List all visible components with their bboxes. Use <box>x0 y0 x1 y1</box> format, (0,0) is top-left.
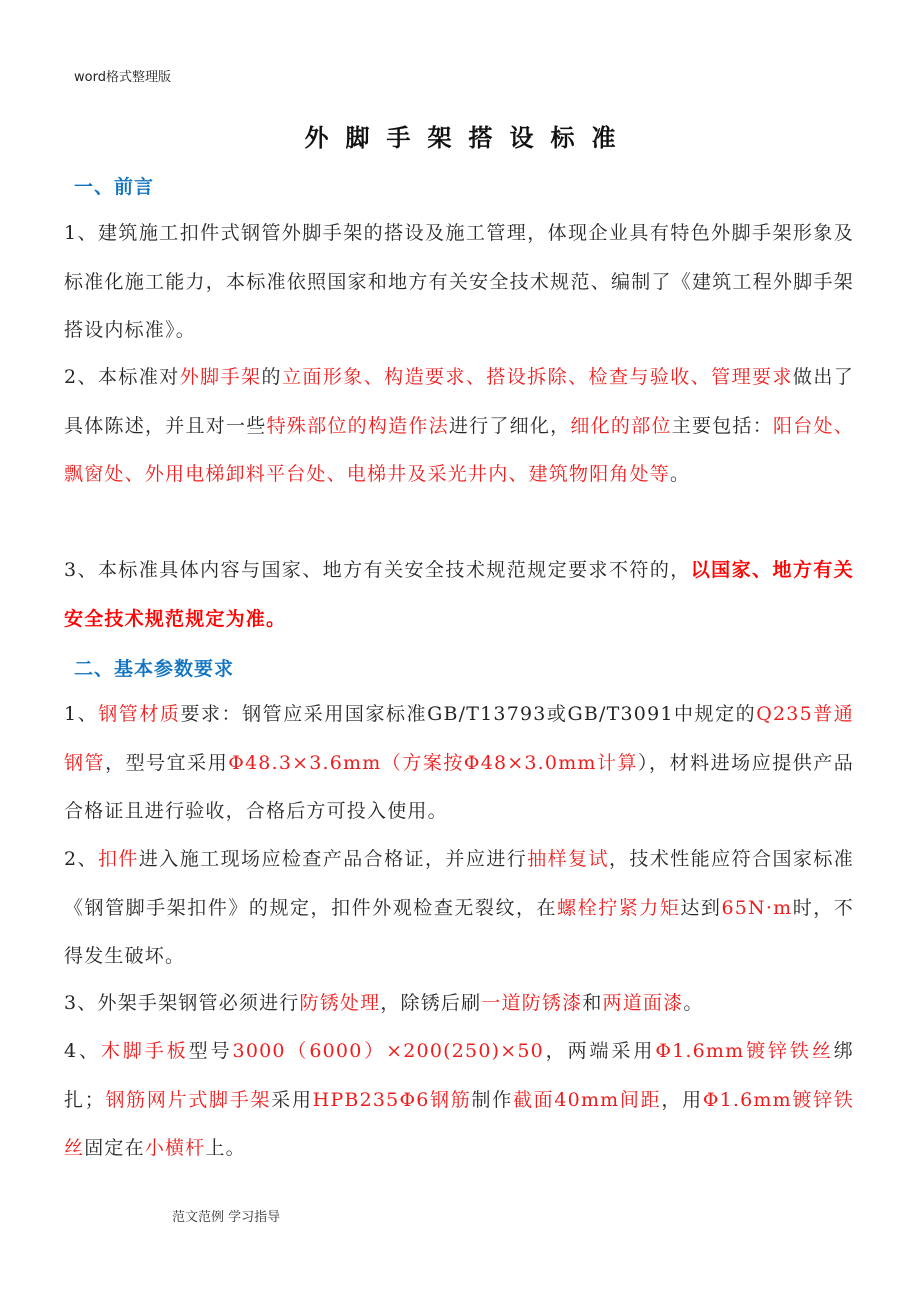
text-run: 3、本标准具体内容与国家、地方有关安全技术规范规定要求不符的， <box>64 559 691 581</box>
text-run: 绑扎； <box>64 1040 854 1111</box>
highlighted-text-run: 截面40mm间距 <box>512 1088 662 1111</box>
highlighted-text-run: 抽样复试 <box>527 848 609 870</box>
text-run: ），材料进场应提供产品合格证且进行验收，合格后方可投入使用。 <box>64 751 855 822</box>
text-run: 主要包括： <box>671 414 773 437</box>
text-run: 时，不得发生破坏。 <box>64 896 854 967</box>
section-heading-preface: 一、前言 <box>74 176 155 198</box>
highlighted-text-run: 防锈处理 <box>299 992 381 1014</box>
text-run: ，型号宜采用 <box>105 751 229 774</box>
highlighted-text-run: 外脚手架 <box>179 366 262 388</box>
text-run: 进入施工现场应检查产品合格证，并应进行 <box>138 848 528 870</box>
text-run: 达到 <box>680 896 722 919</box>
text-run: 1、建筑施工扣件式钢管外脚手架的搭设及施工管理，体现企业具有特色外脚手架形象及标准化施工能力，本标准依照国家和地方有关安全技术规范、编制了《建筑工程外脚手架搭设内标准》。 <box>64 222 854 341</box>
highlighted-text-run: 两道面漆 <box>602 992 684 1014</box>
highlighted-text-run: 特殊部位的构造作法 <box>266 414 449 437</box>
highlighted-text-run: Q235普通钢管 <box>64 703 854 774</box>
text-run: 。 <box>683 992 704 1014</box>
text-run: 2、本标准对 <box>64 366 180 388</box>
paragraph-params-2 <box>64 835 854 981</box>
section-heading-basic-params: 二、基本参数要求 <box>74 658 235 680</box>
text-run: 型号 <box>188 1040 233 1062</box>
text-run: 1、 <box>64 703 99 725</box>
text-run: 2、 <box>64 848 98 870</box>
highlighted-text-run: 螺栓拧紧力矩 <box>557 896 681 919</box>
text-run: ，两端采用 <box>543 1040 656 1062</box>
footer-note: 范文范例 学习指导 <box>172 1210 281 1225</box>
header-note: word格式整理版 <box>74 70 171 85</box>
highlighted-text-run: HPB235Φ6钢筋 <box>312 1088 472 1111</box>
highlighted-text-run: 钢管材质 <box>98 703 181 725</box>
highlighted-text-run: 细化的部位 <box>570 414 672 437</box>
highlighted-text-run: 钢筋网片式脚手架 <box>104 1088 272 1111</box>
document-title: 外脚手架搭设标准 <box>304 123 633 152</box>
text-run: 。 <box>670 463 691 485</box>
highlighted-text-run: Φ48.3×3.6mm（方案按Φ48×3.0mm计算 <box>228 751 639 774</box>
highlighted-text-run: 65N·m <box>721 896 793 919</box>
text-run: 要求：钢管应采用国家标准GB/T13793或GB/T3091中规定的 <box>180 703 757 725</box>
paragraph-params-3 <box>64 979 854 1028</box>
highlighted-text-run: Φ1.6mm镀锌铁丝 <box>655 1040 834 1062</box>
paragraph-preface-1 <box>64 209 854 355</box>
highlighted-text-run: 木脚手板 <box>100 1040 189 1062</box>
text-run: ，用 <box>661 1088 703 1111</box>
paragraph-preface-3 <box>64 546 854 643</box>
text-run: 和 <box>582 992 603 1014</box>
highlighted-text-run: 小横杆 <box>144 1137 206 1159</box>
paragraph-params-4 <box>64 1027 854 1173</box>
highlighted-text-run: 3000（6000）×200(250)×50 <box>232 1040 544 1062</box>
text-run: 制作 <box>471 1088 513 1111</box>
highlighted-text-run: 一道防锈漆 <box>481 992 583 1014</box>
highlighted-text-run: 立面形象、构造要求、搭设拆除、检查与验收、管理要求 <box>281 366 793 388</box>
text-run: 进行了细化， <box>448 414 571 437</box>
highlighted-text-run: 以国家、地方有关安全技术规范规定为准。 <box>64 559 854 630</box>
text-run: 3、外架手架钢管必须进行 <box>64 992 300 1014</box>
text-run: 采用 <box>271 1088 313 1111</box>
paragraph-preface-2 <box>64 353 854 499</box>
text-run: 上。 <box>205 1137 246 1159</box>
highlighted-text-run: Φ1.6mm镀锌铁丝 <box>64 1088 855 1159</box>
text-run: 做出了具体陈述，并且对一些 <box>64 366 854 437</box>
text-run: 4、 <box>64 1040 101 1062</box>
highlighted-text-run: 阳台处、飘窗处、外用电梯卸料平台处、电梯井及采光井内、建筑物阳角处等 <box>64 414 854 485</box>
text-run: 的 <box>261 366 282 388</box>
text-run: ，技术性能应符合国家标准《钢管脚手架扣件》的规定，扣件外观检查无裂纹，在 <box>64 848 854 919</box>
highlighted-text-run: 扣件 <box>97 848 139 870</box>
text-run: ，除锈后刷 <box>380 992 482 1014</box>
text-run: 固定在 <box>84 1137 145 1159</box>
paragraph-params-1 <box>64 690 854 836</box>
